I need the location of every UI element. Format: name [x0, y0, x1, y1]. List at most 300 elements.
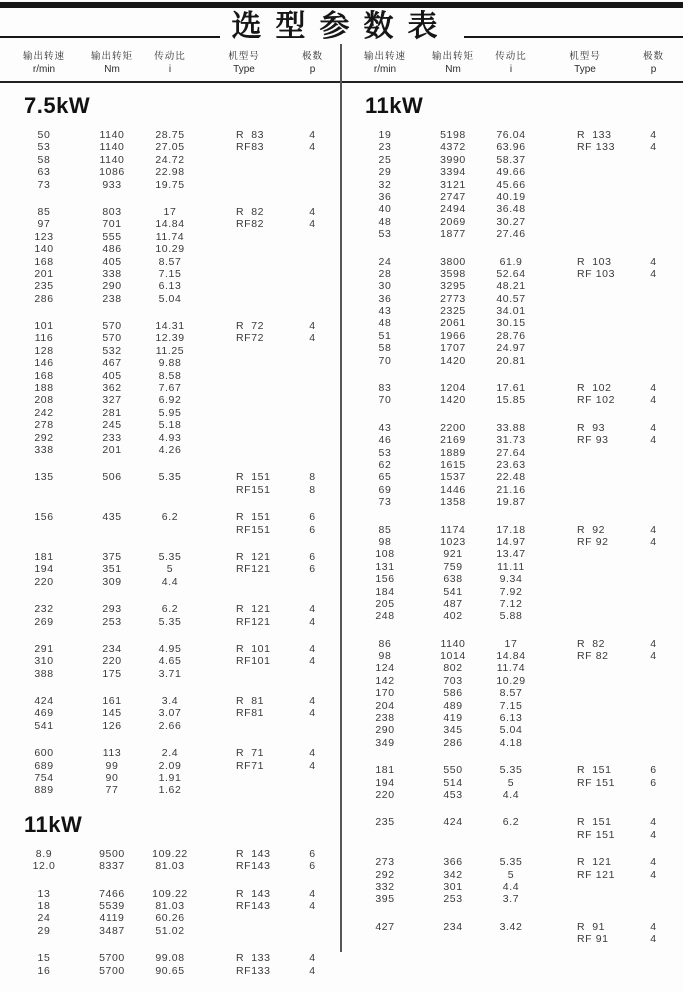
cell-poles	[625, 305, 682, 317]
cell-torque: 555	[102, 230, 122, 243]
cell-poles	[284, 166, 341, 178]
cell-model	[204, 772, 284, 784]
cell-ratio: 12.39	[155, 332, 185, 345]
cell-model: R 133	[577, 129, 612, 141]
row-group	[341, 524, 683, 623]
table-row	[0, 784, 341, 796]
cell-model	[545, 573, 625, 585]
cell-speed: 388	[34, 667, 54, 680]
cell-speed: 30	[378, 280, 392, 293]
cell-ratio: 17	[504, 637, 518, 650]
cell-poles: 4	[309, 655, 316, 668]
cell-speed: 65	[378, 471, 392, 484]
cell-model	[204, 370, 284, 382]
cell-model	[204, 784, 284, 796]
cell-model: RF82	[236, 218, 265, 231]
cell-torque: 161	[102, 695, 122, 708]
cell-speed: 541	[34, 719, 54, 732]
cell-speed: 53	[378, 446, 392, 459]
cell-poles: 6	[309, 847, 316, 860]
cell-ratio: 10.29	[496, 674, 526, 687]
table-row	[0, 952, 341, 964]
cell-torque: 290	[102, 280, 122, 293]
cell-poles	[284, 154, 341, 166]
cell-ratio: 45.66	[496, 178, 526, 191]
cell-ratio: 4.93	[158, 431, 182, 444]
cell-ratio: 90.65	[155, 964, 185, 977]
cell-model: RF101	[236, 655, 271, 668]
row-group	[341, 764, 683, 801]
cell-ratio: 4.65	[158, 655, 182, 668]
table-header-right	[341, 50, 683, 77]
cell-torque	[88, 524, 136, 536]
cell-speed: 208	[34, 394, 54, 407]
cell-model	[545, 561, 625, 573]
cell-poles	[625, 191, 682, 203]
cell-poles: 4	[650, 267, 657, 280]
table-row	[341, 724, 683, 736]
row-group	[0, 603, 341, 628]
title-band	[0, 8, 683, 45]
cell-speed: 188	[34, 382, 54, 395]
cell-torque: 467	[102, 357, 122, 370]
cell-ratio: 3.42	[499, 920, 523, 933]
cell-model	[545, 548, 625, 560]
cell-ratio: 99.08	[155, 952, 185, 965]
table-row	[0, 444, 341, 456]
table-row	[341, 610, 683, 622]
cell-poles: 4	[309, 141, 316, 154]
cell-model: RF143	[236, 860, 271, 873]
row-group	[341, 256, 683, 368]
cell-poles: 4	[309, 759, 316, 772]
table-row	[341, 598, 683, 610]
cell-model: R 121	[577, 856, 612, 869]
cell-poles: 4	[309, 603, 316, 616]
cell-ratio: 27.64	[496, 446, 526, 459]
cell-speed: 332	[375, 880, 395, 893]
cell-poles	[625, 355, 682, 367]
cell-ratio: 7.12	[499, 597, 523, 610]
header-speed	[341, 50, 429, 77]
table-row	[0, 129, 341, 141]
cell-poles	[284, 243, 341, 255]
cell-model	[545, 154, 625, 166]
cell-speed: 146	[34, 357, 54, 370]
cell-poles	[625, 179, 682, 191]
cell-ratio: 48.21	[496, 280, 526, 293]
cell-ratio: 5.35	[158, 615, 182, 628]
cell-model: R 93	[577, 421, 606, 434]
row-group	[341, 382, 683, 407]
cell-torque: 351	[102, 563, 122, 576]
cell-torque: 1358	[440, 496, 466, 509]
cell-torque: 113	[102, 747, 122, 760]
cell-ratio: 11.25	[155, 344, 185, 357]
cell-torque: 435	[102, 511, 122, 524]
cell-model	[204, 179, 284, 191]
cell-model: R 151	[577, 764, 612, 777]
header-model-unit: Type	[574, 64, 596, 75]
cell-ratio: 63.96	[496, 141, 526, 154]
cell-poles: 4	[650, 523, 657, 536]
cell-poles	[284, 357, 341, 369]
cell-torque: 1140	[440, 637, 466, 650]
cell-poles: 6	[309, 860, 316, 873]
header-ratio-unit: i	[509, 64, 513, 75]
cell-speed: 168	[34, 369, 54, 382]
cell-poles: 4	[309, 218, 316, 231]
cell-speed: 205	[375, 597, 395, 610]
table-row	[341, 422, 683, 434]
cell-model	[545, 471, 625, 483]
cell-poles	[625, 675, 682, 687]
cell-model: RF 91	[577, 933, 609, 946]
table-row	[0, 243, 341, 255]
cell-poles	[284, 784, 341, 796]
cell-model	[545, 317, 625, 329]
cell-poles	[625, 203, 682, 215]
cell-poles	[284, 432, 341, 444]
table-row	[0, 524, 341, 536]
table-row	[341, 293, 683, 305]
cell-torque: 9500	[99, 847, 125, 860]
cell-poles	[284, 231, 341, 243]
cell-ratio: 30.27	[496, 215, 526, 228]
cell-model	[545, 881, 625, 893]
cell-speed: 101	[34, 320, 54, 333]
cell-ratio: 6.92	[158, 394, 182, 407]
table-row	[0, 419, 341, 431]
section-heading: 11kW	[24, 811, 83, 837]
cell-speed	[0, 524, 88, 536]
cell-speed: 32	[378, 178, 392, 191]
cell-speed: 48	[378, 215, 392, 228]
table-row	[341, 447, 683, 459]
cell-torque: 1174	[440, 523, 466, 536]
cell-poles	[625, 598, 682, 610]
cell-torque: 701	[102, 218, 122, 231]
cell-torque: 301	[443, 880, 463, 893]
cell-poles	[284, 345, 341, 357]
table-row	[341, 586, 683, 598]
cell-speed: 291	[34, 642, 54, 655]
table-row	[341, 179, 683, 191]
cell-torque: 2747	[440, 190, 466, 203]
row-group	[0, 129, 341, 191]
table-row	[341, 471, 683, 483]
cell-speed: 232	[34, 603, 54, 616]
table-row	[0, 206, 341, 218]
cell-poles	[284, 419, 341, 431]
header-model	[545, 50, 625, 77]
cell-ratio: 24.97	[496, 342, 526, 355]
cell-torque: 5700	[99, 952, 125, 965]
cell-poles: 6	[309, 511, 316, 524]
cell-poles	[625, 893, 682, 905]
cell-torque: 487	[443, 597, 463, 610]
cell-ratio: 5.04	[499, 724, 523, 737]
cell-poles	[284, 256, 341, 268]
cell-model: R 133	[236, 952, 271, 965]
cell-poles	[284, 370, 341, 382]
cell-poles	[625, 724, 682, 736]
header-torque	[429, 50, 477, 77]
table-row	[0, 848, 341, 860]
cell-speed: 53	[37, 141, 51, 154]
section-heading: 7.5kW	[24, 93, 91, 118]
cell-speed: 156	[34, 511, 54, 524]
cell-speed: 235	[34, 280, 54, 293]
cell-torque: 366	[443, 856, 463, 869]
cell-poles	[284, 576, 341, 588]
cell-model: RF133	[236, 964, 271, 977]
cell-speed: 689	[34, 759, 54, 772]
section-heading: 11kW	[365, 93, 424, 118]
cell-ratio: 22.98	[155, 166, 185, 179]
cell-model: R 103	[577, 255, 612, 268]
cell-torque: 4119	[99, 912, 125, 925]
table-row	[341, 280, 683, 292]
table-row	[341, 869, 683, 881]
cell-speed: 97	[37, 218, 51, 231]
cell-torque: 5700	[99, 964, 125, 977]
cell-ratio: 28.75	[155, 129, 185, 141]
cell-poles	[625, 216, 682, 228]
cell-torque: 342	[443, 868, 463, 881]
table-row	[0, 280, 341, 292]
cell-ratio: 33.88	[496, 421, 526, 434]
cell-ratio: 21.16	[496, 483, 526, 496]
cell-model	[545, 293, 625, 305]
table-row	[0, 141, 341, 153]
cell-speed: 25	[378, 153, 392, 166]
cell-poles: 4	[650, 650, 657, 663]
table-row	[341, 638, 683, 650]
cell-ratio	[477, 829, 545, 841]
cell-ratio: 52.64	[496, 267, 526, 280]
cell-poles	[284, 925, 341, 937]
cell-model: R 143	[236, 887, 271, 900]
cell-speed: 220	[34, 575, 54, 588]
table-row	[341, 524, 683, 536]
cell-ratio: 2.66	[158, 719, 182, 732]
header-model-label: 机型号	[228, 51, 260, 62]
cell-ratio: 1.91	[158, 772, 182, 785]
cell-torque: 1615	[440, 458, 466, 471]
cell-poles: 4	[650, 828, 657, 841]
cell-model: R 151	[577, 816, 612, 829]
cell-speed: 184	[375, 585, 395, 598]
cell-torque: 8337	[99, 860, 125, 873]
table-row	[341, 129, 683, 141]
header-ratio-unit: i	[168, 64, 172, 75]
row-group	[341, 129, 683, 241]
cell-ratio: 8.57	[158, 255, 182, 268]
cell-poles	[625, 496, 682, 508]
cell-model	[545, 228, 625, 240]
table-row	[0, 345, 341, 357]
cell-ratio: 5	[166, 563, 174, 576]
cell-torque: 126	[102, 719, 122, 732]
cell-ratio: 3.7	[502, 893, 520, 906]
cell-poles: 4	[309, 129, 316, 141]
cell-ratio: 4.18	[499, 736, 523, 749]
table-row	[341, 536, 683, 548]
cell-torque: 2200	[440, 421, 466, 434]
cell-torque: 802	[443, 662, 463, 675]
cell-speed: 70	[378, 394, 392, 407]
cell-poles	[625, 586, 682, 598]
cell-poles: 4	[650, 933, 657, 946]
cell-speed: 395	[375, 893, 395, 906]
cell-speed: 50	[37, 129, 51, 141]
cell-poles	[625, 459, 682, 471]
cell-model	[204, 256, 284, 268]
cell-torque	[429, 829, 477, 841]
cell-torque: 3598	[440, 267, 466, 280]
cell-model	[545, 700, 625, 712]
table-row	[341, 191, 683, 203]
cell-ratio: 2.4	[161, 747, 179, 760]
cell-torque: 309	[102, 575, 122, 588]
cell-torque: 1966	[440, 329, 466, 342]
cell-ratio: 6.13	[499, 712, 523, 725]
cell-model	[204, 293, 284, 305]
cell-torque: 1140	[99, 141, 125, 154]
cell-speed	[341, 933, 429, 945]
table-row	[341, 317, 683, 329]
cell-model: R 72	[236, 320, 265, 333]
cell-torque: 286	[443, 736, 463, 749]
cell-torque: 281	[102, 406, 122, 419]
cell-model: RF83	[236, 141, 265, 154]
cell-torque: 99	[105, 759, 119, 772]
cell-torque: 293	[102, 603, 122, 616]
cell-speed: 310	[34, 655, 54, 668]
table-row	[0, 357, 341, 369]
cell-model	[545, 598, 625, 610]
cell-poles: 4	[650, 535, 657, 548]
cell-torque: 201	[102, 443, 122, 456]
table-row	[341, 203, 683, 215]
cell-torque: 375	[102, 550, 122, 563]
cell-poles: 6	[309, 563, 316, 576]
cell-speed: 469	[34, 707, 54, 720]
cell-model: R 151	[236, 511, 271, 524]
header-poles	[625, 50, 682, 77]
cell-model: RF72	[236, 332, 265, 345]
table-row	[0, 511, 341, 523]
cell-poles: 4	[650, 856, 657, 869]
cell-torque: 338	[102, 267, 122, 280]
table-row	[341, 394, 683, 406]
cell-model	[545, 216, 625, 228]
cell-ratio: 14.97	[496, 535, 526, 548]
cell-model	[204, 382, 284, 394]
cell-torque: 3487	[99, 924, 125, 937]
cell-torque: 1537	[440, 471, 466, 484]
cell-poles: 4	[650, 394, 657, 407]
table-row	[341, 561, 683, 573]
cell-poles: 4	[309, 642, 316, 655]
cell-ratio: 14.84	[155, 218, 185, 231]
cell-torque: 402	[443, 610, 463, 623]
cell-speed: 63	[37, 166, 51, 179]
table-row	[341, 662, 683, 674]
table-row	[341, 700, 683, 712]
cell-poles: 6	[650, 776, 657, 789]
cell-model	[545, 496, 625, 508]
cell-model: RF 82	[577, 650, 609, 663]
cell-ratio: 11.11	[497, 560, 525, 573]
cell-ratio: 4.4	[502, 788, 520, 801]
cell-speed: 43	[378, 421, 392, 434]
header-ratio-label: 传动比	[495, 51, 527, 62]
table-row	[341, 166, 683, 178]
cell-ratio: 15.85	[496, 394, 526, 407]
header-speed-label: 输出转速	[22, 51, 65, 62]
page-title: 选型参数表	[220, 9, 464, 45]
cell-poles: 6	[309, 550, 316, 563]
table-row	[0, 900, 341, 912]
table-row	[341, 893, 683, 905]
table-row	[0, 695, 341, 707]
table-row	[341, 459, 683, 471]
cell-torque: 405	[102, 369, 122, 382]
cell-poles: 4	[309, 707, 316, 720]
cell-ratio: 28.76	[496, 329, 526, 342]
cell-speed: 43	[378, 305, 392, 318]
column-right	[341, 83, 683, 992]
cell-torque: 90	[105, 772, 119, 785]
table-row	[341, 687, 683, 699]
cell-model	[545, 687, 625, 699]
cell-model: R 101	[236, 642, 271, 655]
cell-speed: 170	[375, 687, 395, 700]
cell-ratio: 24.72	[155, 153, 185, 166]
row-group	[341, 638, 683, 750]
cell-ratio	[136, 484, 204, 496]
cell-ratio: 5	[507, 776, 515, 789]
table-row	[341, 434, 683, 446]
cell-torque: 77	[105, 784, 119, 797]
cell-model	[204, 268, 284, 280]
header-ratio	[477, 50, 545, 77]
cell-speed: 36	[378, 292, 392, 305]
cell-torque: 234	[443, 920, 463, 933]
cell-ratio: 14.84	[496, 650, 526, 663]
cell-torque: 638	[443, 573, 463, 586]
table-row	[0, 747, 341, 759]
cell-poles	[625, 662, 682, 674]
table-row	[0, 471, 341, 483]
cell-ratio: 34.01	[496, 305, 526, 318]
table-row	[341, 256, 683, 268]
cell-poles	[625, 561, 682, 573]
table-row	[0, 576, 341, 588]
cell-speed: 70	[378, 354, 392, 367]
cell-speed: 238	[375, 712, 395, 725]
cell-ratio: 36.48	[496, 203, 526, 216]
table-row	[0, 231, 341, 243]
cell-ratio: 27.46	[496, 228, 526, 241]
cell-poles	[284, 912, 341, 924]
cell-torque: 145	[102, 707, 122, 720]
cell-ratio: 13.47	[496, 548, 526, 561]
cell-speed: 69	[378, 483, 392, 496]
cell-torque: 453	[443, 788, 463, 801]
